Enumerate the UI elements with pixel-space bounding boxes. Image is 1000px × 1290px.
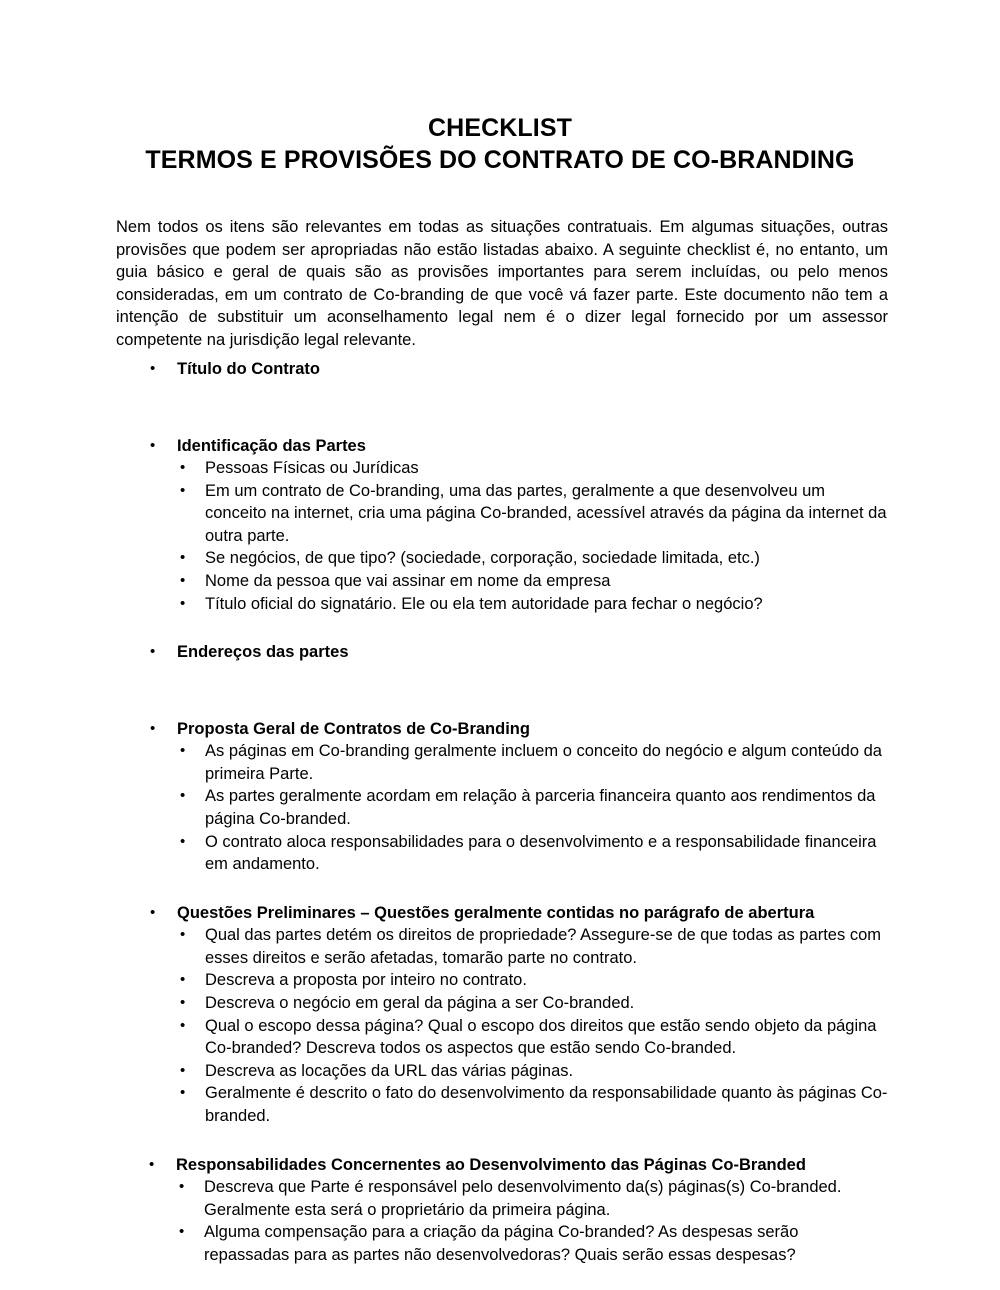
checklist-item [0, 1221, 1000, 1266]
section-heading [0, 902, 1000, 925]
section-heading-label: Identificação das Partes [177, 436, 366, 455]
section-heading [0, 435, 1000, 458]
bullet-icon: • [180, 742, 186, 760]
bullet-icon: • [150, 436, 156, 454]
document-title [0, 0, 1000, 176]
checklist-item [0, 1015, 1000, 1060]
checklist-item-label: As páginas em Co-branding geralmente incluem o conceito do negócio e algum conteúdo da primeira Parte. [205, 742, 882, 783]
section-heading-label: Título do Contrato [177, 360, 320, 378]
section-heading-label: Responsabilidades Concernentes ao Desenvolvimento das Páginas Co-Branded [176, 1155, 806, 1174]
section-heading-label: Endereços das partes [177, 643, 349, 662]
checklist-item [0, 593, 1000, 616]
checklist-item-label: Se negócios, de que tipo? (sociedade, corporação, sociedade limitada, etc.) [205, 549, 760, 568]
bullet-icon: • [150, 719, 156, 737]
checklist-item [0, 740, 1000, 785]
checklist-item-label: Pessoas Físicas ou Jurídicas [205, 459, 419, 477]
title-line-2: TERMOS E PROVISÕES DO CONTRATO DE CO-BRANDING [145, 146, 855, 174]
section-heading [0, 641, 1000, 664]
checklist-item [0, 785, 1000, 830]
bullet-icon: • [180, 481, 186, 499]
checklist-item-label: Qual das partes detém os direitos de propriedade? Assegure-se de que todas as partes com esses direitos e serão afetadas, tomarão parte no contrato. [205, 926, 881, 967]
bullet-icon: • [180, 571, 186, 589]
checklist-item [0, 570, 1000, 593]
intro-paragraph: Nem todos os itens são relevantes em todas as situações contratuais. Em algumas situações, outras provisões que podem ser apropriadas não estão listadas abaixo. A seguinte checklist é, no entanto, um guia básico e geral de quais são as provisões importantes para serem incluídas, ou pelo menos consideradas, em um contrato de Co-branding de que você vá fazer parte. Este documento não tem a intenção de substituir um aconselhamento legal nem é o dizer legal fornecido por um assessor competente na jurisdição legal relevante. [116, 218, 888, 349]
checklist-item-label: Descreva a proposta por inteiro no contrato. [205, 971, 527, 990]
section-sublist [0, 924, 1000, 1127]
section-heading [0, 1154, 1000, 1177]
bullet-icon: • [149, 1155, 155, 1173]
checklist-item-label: Nome da pessoa que vai assinar em nome da empresa [205, 571, 611, 590]
bullet-icon: • [180, 787, 186, 805]
bullet-icon: • [150, 360, 156, 377]
section-sublist [0, 740, 1000, 876]
checklist-item-label: Descreva que Parte é responsável pelo desenvolvimento da(s) páginas(s) Co-branded. Geralmente esta será o proprietário da primeira página. [204, 1178, 842, 1219]
bullet-icon: • [150, 643, 156, 661]
bullet-icon: • [180, 971, 186, 989]
bullet-icon: • [180, 926, 186, 944]
checklist-item [0, 547, 1000, 570]
section-sublist [0, 457, 1000, 615]
checklist-outline [0, 358, 1000, 1266]
checklist-item [0, 924, 1000, 969]
section-heading [0, 358, 1000, 381]
checklist-item [0, 969, 1000, 992]
section-spacer [0, 664, 1000, 692]
section-sublist [0, 1176, 1000, 1266]
checklist-item [0, 1176, 1000, 1221]
section-heading-label: Proposta Geral de Contratos de Co-Branding [177, 719, 530, 738]
checklist-section [0, 358, 1000, 409]
checklist-item [0, 1060, 1000, 1083]
title-line-1: CHECKLIST [428, 114, 572, 142]
bullet-icon: • [180, 459, 186, 476]
checklist-section [0, 435, 1000, 616]
checklist-item-label: Em um contrato de Co-branding, uma das partes, geralmente a que desenvolveu um conceito na internet, cria uma página Co-branded, acessível através da página da internet da outra parte. [205, 481, 887, 545]
checklist-item [0, 831, 1000, 876]
bullet-icon: • [180, 1016, 186, 1034]
checklist-section [0, 1154, 1000, 1267]
checklist-section [0, 641, 1000, 692]
bullet-icon: • [179, 1178, 185, 1196]
checklist-section [0, 902, 1000, 1128]
bullet-icon: • [180, 832, 186, 850]
checklist-item [0, 457, 1000, 480]
checklist-item [0, 1082, 1000, 1127]
bullet-icon: • [180, 1084, 186, 1102]
checklist-item-label: Descreva o negócio em geral da página a ser Co-branded. [205, 994, 635, 1012]
checklist-item-label: As partes geralmente acordam em relação à parceria financeira quanto aos rendimentos da página Co-branded. [205, 787, 876, 828]
checklist-section [0, 718, 1000, 876]
bullet-icon: • [180, 549, 186, 567]
section-heading-label: Questões Preliminares – Questões geralmente contidas no parágrafo de abertura [177, 903, 815, 922]
checklist-item [0, 992, 1000, 1015]
checklist-item-label: O contrato aloca responsabilidades para o desenvolvimento e a responsabilidade financeira em andamento. [205, 832, 877, 874]
checklist-item-label: Geralmente é descrito o fato do desenvolvimento da responsabilidade quanto às páginas Co-branded. [205, 1084, 888, 1125]
section-spacer [0, 381, 1000, 409]
checklist-item-label: Descreva as locações da URL das várias páginas. [205, 1061, 574, 1080]
section-heading [0, 718, 1000, 741]
checklist-item-label: Alguma compensação para a criação da página Co-branded? As despesas serão repassadas para as partes não desenvolvedoras? Quais serão essas despesas? [204, 1223, 799, 1264]
checklist-item [0, 480, 1000, 548]
bullet-icon: • [180, 994, 186, 1011]
checklist-item-label: Qual o escopo dessa página? Qual o escopo dos direitos que estão sendo objeto da página Co-branded? Descreva todos os aspectos que estão sendo Co-branded. [205, 1016, 877, 1058]
bullet-icon: • [150, 903, 156, 921]
bullet-icon: • [180, 1061, 186, 1079]
checklist-item-label: Título oficial do signatário. Ele ou ela tem autoridade para fechar o negócio? [205, 594, 763, 613]
bullet-icon: • [180, 594, 186, 612]
bullet-icon: • [179, 1223, 185, 1241]
